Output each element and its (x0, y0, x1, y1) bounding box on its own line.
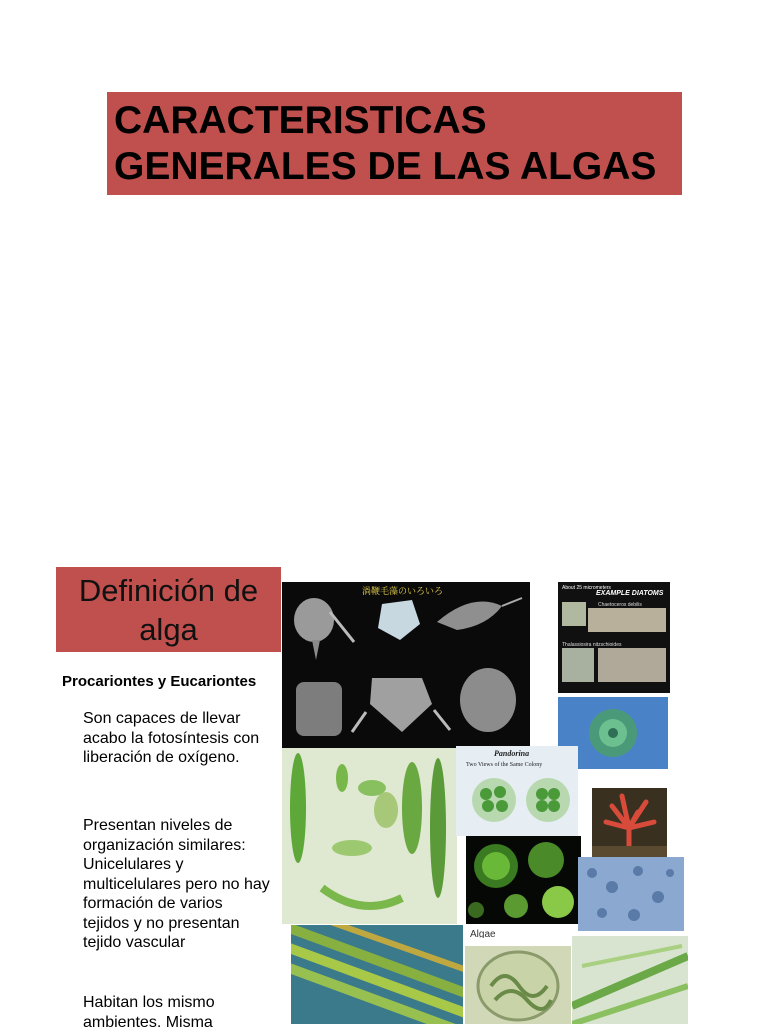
pandorina-image (456, 746, 578, 836)
cell-closeup-image (465, 946, 571, 1024)
definition-heading-line-1: Definición de (78, 572, 259, 608)
cell-closeup-illustration (465, 946, 571, 1024)
diatoms-species-2: Thalassiosira nitzschioides (562, 642, 622, 648)
green-cells-illustration (282, 748, 457, 924)
dinoflagellates-image (282, 582, 530, 748)
algae-label-text: Algae (470, 929, 496, 938)
volvox-illustration (466, 836, 581, 924)
diatoms-top-label: About 25 micrometers (562, 585, 611, 591)
paragraph-photosynthesis: Son capaces de llevar acabo la fotosíntesis con liberación de oxígeno. (83, 710, 260, 766)
volvox-image (466, 836, 581, 924)
blue-spheres-illustration (578, 857, 684, 931)
slide-title-line-1: CARACTERISTICAS (114, 99, 487, 142)
red-algae-illustration (592, 788, 667, 858)
red-algae-image (592, 788, 667, 858)
pandorina-title: Pandorina (494, 749, 530, 758)
subtitle: Procariontes y Eucariontes (62, 673, 257, 690)
definition-heading-line-2: alga (139, 611, 198, 647)
japanese-caption: 渦鞭毛藻のいろいろ (362, 586, 444, 596)
pandorina-illustration (456, 746, 578, 836)
diatoms-species-1: Chaetoceros debilis (598, 602, 642, 608)
blue-spheres-image (578, 857, 684, 931)
paragraph-organization: Presentan niveles de organización similares: Unicelulares y multicelulares pero no hay formación de varios tejidos y no presentan tejido vascular (83, 817, 270, 951)
slide-title-box (107, 92, 682, 195)
definition-heading-box (56, 567, 281, 652)
diatoms-image (558, 582, 670, 693)
pandorina-caption: Two Views of the Same Colony (466, 762, 543, 768)
green-filaments-image (572, 936, 688, 1024)
green-cells-image (282, 748, 457, 924)
algae-label (470, 924, 510, 938)
filamentous-algae-illustration (291, 925, 463, 1024)
filamentous-algae-image (291, 925, 463, 1024)
green-filaments-illustration (572, 936, 688, 1024)
paragraph-habitat: Habitan los mismo ambientes. Misma (83, 994, 215, 1031)
dinoflagellates-illustration (282, 582, 530, 748)
diatoms-title: EXAMPLE DIATOMS (596, 590, 664, 597)
slide-title-line-2: GENERALES DE LAS ALGAS (114, 145, 657, 188)
diatoms-illustration (558, 582, 670, 693)
